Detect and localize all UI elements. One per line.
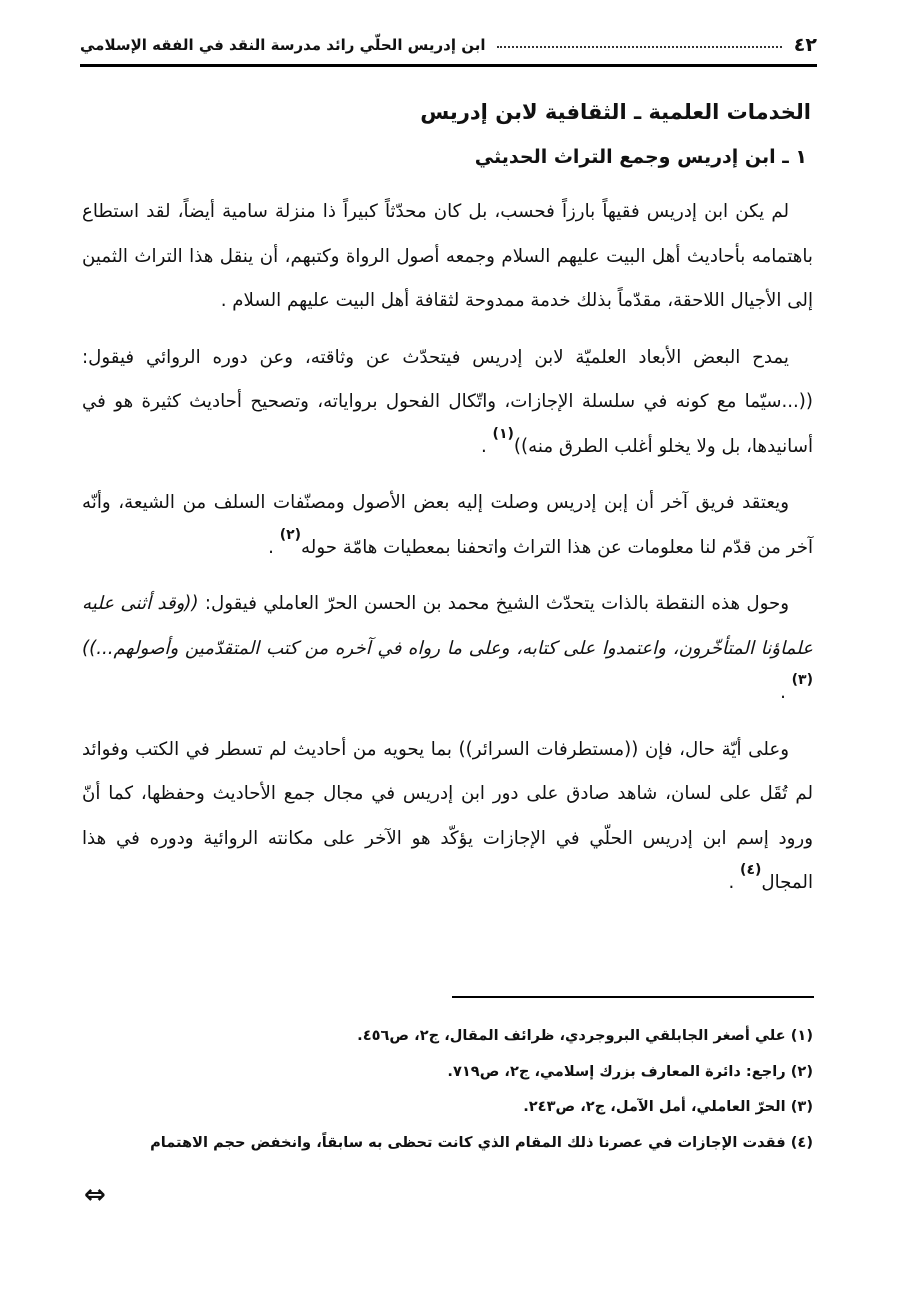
paragraph-1 bbox=[82, 190, 813, 324]
footnote-marker-4[interactable]: (٤) bbox=[740, 862, 762, 878]
paragraph-5-text: وعلى أيّة حال، فإن ((مستطرفات السرائر)) بما يحويه من أحاديث لم تسطر في الكتب وفوائد لم تُقَل على لسان، شاهد صادق على دور ابن إدريس في مجال جمع الأحاديث وحفظها، كما أنّ ورود إسم ابن إدريس الحلّي في الإجازات يؤكّد هو الآخر على مكانته الروائية ودوره في هذا المجال bbox=[82, 738, 813, 893]
paragraph-2 bbox=[82, 336, 813, 470]
paragraph-2-text: يمدح البعض الأبعاد العلميّة لابن إدريس فيتحدّث عن وثاقته، وعن دوره الروائي فيقول: ((...سيّما مع كونه في سلسلة الإجازات، واتّكال الفحول برواياته، وتصحيح أحاديث كثيرة هو في أسانيدها، بل ولا يخلو أغلب الطرق منه)) bbox=[82, 346, 813, 457]
paragraph-3-end: . bbox=[268, 536, 280, 558]
running-header bbox=[80, 30, 817, 60]
page-number: ٤٢ bbox=[793, 34, 817, 56]
footnote-4: (٤) فقدت الإجازات في عصرنا ذلك المقام الذي كانت تحظى به سابقاً، وانخفض حجم الاهتمام bbox=[150, 1133, 813, 1151]
paragraph-4-end: . bbox=[780, 682, 792, 703]
footnote-1: (١) علي أصغر الجابلقي البروجردي، ظرائف المقال، ج٢، ص٤٥٦. bbox=[357, 1027, 813, 1044]
paragraph-3-text: ويعتقد فريق آخر أن إبن إدريس وصلت إليه بعض الأصول ومصنّفات السلف من الشيعة، وأنّه آخر من قدّم لنا معلومات عن هذا التراث واتحفنا بمعطيات هامّة حوله bbox=[82, 492, 813, 558]
paragraph-4-quote: ((وقد أثنى عليه علماؤنا المتأخّرون، واعتمدوا على كتابه، وعلى ما رواه في آخره من كتب المتقدّمين وأصولهم...)) bbox=[82, 593, 813, 659]
paragraph-3 bbox=[82, 481, 813, 570]
footnote-3: (٣) الحرّ العاملي، أمل الآمل، ج٢، ص٢٤٣. bbox=[523, 1098, 813, 1115]
footnote-marker-3[interactable]: (٣) bbox=[791, 672, 813, 688]
subsection-title: ١ ـ ابن إدريس وجمع التراث الحديثي bbox=[474, 146, 807, 168]
footnote-marker-2[interactable]: (٢) bbox=[279, 526, 302, 543]
section-title: الخدمات العلمية ـ الثقافية لابن إدريس bbox=[420, 100, 811, 124]
footnotes bbox=[82, 1018, 813, 1160]
paragraph-5 bbox=[82, 728, 813, 906]
paragraph-4-text: وحول هذه النقطة بالذات يتحدّث الشيخ محمد بن الحسن الحرّ العاملي فيقول: bbox=[198, 593, 789, 614]
header-dot-leader bbox=[497, 46, 781, 48]
footnote-marker-1[interactable]: (١) bbox=[492, 425, 514, 442]
paragraph-4 bbox=[82, 582, 813, 716]
header-rule bbox=[80, 64, 817, 67]
paragraph-2-end: . bbox=[480, 435, 493, 457]
body-text bbox=[82, 190, 813, 918]
paragraph-1-text: لم يكن ابن إدريس فقيهاً بارزاً فحسب، بل كان محدّثاً كبيراً ذا منزلة سامية أيضاً، لقد استطاع باهتمامه بأحاديث أهل البيت عليهم السلام وجمعه أصول الرواة وكتبهم، أن ينقل هذا التراث الثمين إلى الأجيال اللاحقة، مقدّماً بذلك خدمة ممدوحة لثقافة أهل البيت عليهم السلام . bbox=[82, 201, 813, 311]
paragraph-5-end: . bbox=[728, 872, 741, 893]
continuation-arrow-icon: ⇔ bbox=[84, 1180, 106, 1210]
running-title: ابن إدريس الحلّي رائد مدرسة النقد في الفقه الإسلامي bbox=[80, 36, 486, 54]
footnote-2: (٢) راجع: دائرة المعارف بزرك إسلامي، ج٢، ص٧١٩. bbox=[447, 1062, 813, 1080]
footnote-separator bbox=[452, 996, 814, 998]
